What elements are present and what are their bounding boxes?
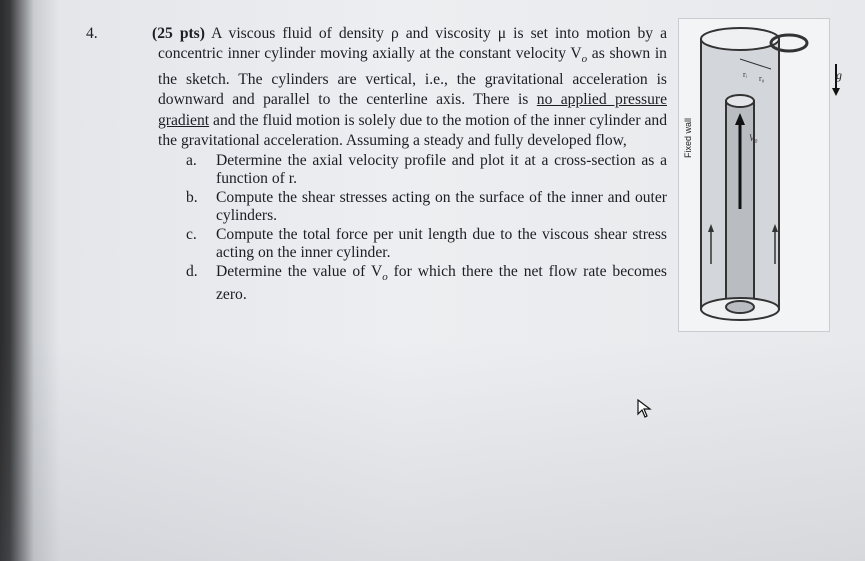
cylinder-diagram (679, 19, 829, 331)
cylinder-sketch (678, 18, 830, 332)
question-number: 4. (86, 25, 98, 42)
part-label: a. (186, 151, 197, 169)
part-text: Compute the shear stresses acting on the surface of the inner and outer cylinders. (216, 188, 667, 225)
part-text: Determine the axial velocity profile and plot it at a cross-section as a function of r. (216, 151, 667, 188)
part-b (186, 189, 667, 226)
question-block (86, 24, 667, 305)
part-label: c. (186, 225, 197, 243)
question-intro-3: and the fluid motion is solely due to the motion of the inner cylinder and the gravitational acceleration. Assuming a steady and fully developed flow, (158, 111, 667, 150)
inner-top-ellipse (726, 95, 754, 107)
question-underlined: no applied pressure gradient (158, 91, 667, 129)
fixed-wall-label: Fixed wall (683, 118, 693, 159)
part-d (186, 263, 667, 305)
question-intro-2: as shown in the sketch. The cylinders are vertical, i.e., the gravitational acceleration is downward and parallel to the centerline axis. There is (158, 45, 667, 109)
part-d-subscript: o (382, 270, 388, 283)
ro-label: r₀ (759, 74, 765, 83)
parts-list (122, 152, 667, 305)
outer-top-ellipse (701, 28, 779, 50)
part-text-post: for which there the net flow rate becomes zero. (216, 262, 667, 304)
gravity-label: g⃗ (836, 68, 852, 82)
velocity-subscript: o (581, 53, 588, 66)
part-label: d. (186, 262, 198, 280)
part-text: Compute the total force per unit length due to the viscous shear stress acting on the inner cylinder. (216, 225, 667, 262)
question-text (86, 24, 667, 152)
gravity-arrowhead (832, 88, 840, 96)
part-text-pre: Determine the value of V (216, 262, 383, 280)
inner-bottom-ellipse (726, 301, 754, 313)
question-points: (25 pts) (152, 25, 205, 42)
part-c (186, 226, 667, 263)
part-a (186, 152, 667, 189)
part-label: b. (186, 188, 198, 206)
question-intro-1: A viscous fluid of density ρ and viscosity μ is set into motion by a concentric inner cylinder moving axially at the constant velocity V (158, 25, 667, 63)
velocity-label: V₀ (749, 133, 758, 143)
ri-label: rᵢ (743, 70, 747, 79)
mouse-cursor-icon (637, 399, 653, 419)
